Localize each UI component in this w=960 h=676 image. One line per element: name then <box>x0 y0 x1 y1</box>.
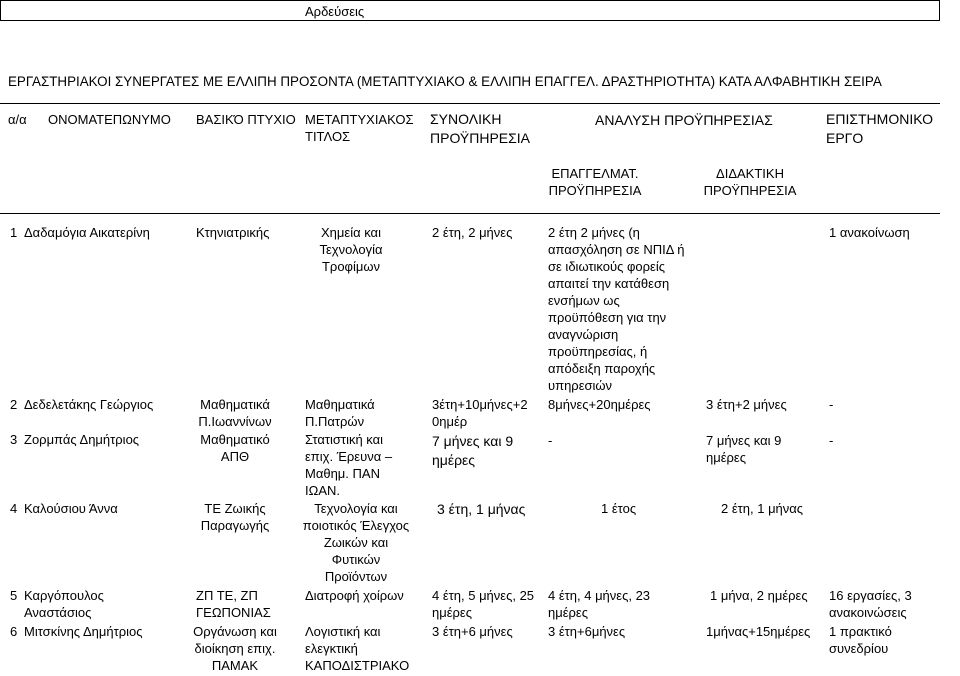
row-4-name: Καλούσιου Άννα <box>24 501 118 516</box>
page-title: ΕΡΓΑΣΤΗΡΙΑΚΟΙ ΣΥΝΕΡΓΑΤΕΣ ΜΕ ΕΛΛΙΠΗ ΠΡΟΣΟΝΤΑ (ΜΕΤΑΠΤΥΧΙΑΚΟ & ΕΛΛΙΠΗ ΕΠΑΓΓΕΛ. ΔΡΑΣΤΗΡΙΟΤΗΤΑ) ΚΑΤΑ ΑΛΦΑΒΗΤΙΚΗ ΣΕΙΡΑ <box>8 74 882 89</box>
row-1-research: 1 ανακοίνωση <box>829 225 910 240</box>
row-3-research: - <box>829 433 834 448</box>
row-1-aa: 1 <box>10 225 18 240</box>
header-aa: α/α <box>8 112 27 127</box>
row-2-degree: Μαθηματικά Π.Ιωαννίνων <box>198 397 272 429</box>
row-5-total: 4 έτη, 5 μήνες, 25 ημέρες <box>432 588 535 620</box>
row-5-research: 16 εργασίες, 3 ανακοινώσεις <box>829 588 912 620</box>
row-6-name: Μιτσκίνης Δημήτριος <box>24 624 143 639</box>
row-6-degree: Οργάνωση και διοίκηση επιχ. ΠΑΜΑΚ <box>193 624 277 673</box>
row-6-research: 1 πρακτικό συνεδρίου <box>829 624 892 656</box>
row-5-name: Καργόπουλος Αναστάσιος <box>24 588 104 620</box>
row-4-master: Τεχνολογία και ποιοτικός Έλεγχος Ζωικών και Φυτικών Προϊόντων <box>302 501 410 584</box>
row-6-total: 3 έτη+6 μήνες <box>432 624 513 639</box>
row-1-master: Χημεία και Τεχνολογία Τροφίμων <box>319 225 383 274</box>
row-4-aa: 4 <box>10 501 18 516</box>
row-1-total: 2 έτη, 2 μήνες <box>432 225 513 240</box>
row-5-aa: 5 <box>10 588 18 603</box>
row-1-professional: 2 έτη 2 μήνες (η απασχόληση σε ΝΠΙΔ ή σε ιδιωτικούς φορείς απαιτεί την κατάθεση ενσήμων ως προϋπόθεση για την αναγνώριση προϋπηρεσίας, ή απόδειξη παροχής υπηρεσιών <box>548 225 685 393</box>
row-1-name: Δαδαμόγια Αικατερίνη <box>24 225 150 240</box>
row-5-master: Διατροφή χοίρων <box>305 588 404 603</box>
row-2-research: - <box>829 397 834 412</box>
header-professional: ΕΠΑΓΓΕΛΜΑΤ. ΠΡΟΫΠΗΡΕΣΙΑ <box>548 166 642 198</box>
row-2-teaching: 3 έτη+2 μήνες <box>706 397 787 412</box>
top-cell-text: Αρδεύσεις <box>305 4 365 19</box>
header-name: ΟΝΟΜΑΤΕΠΩΝΥΜΟ <box>48 112 171 127</box>
header-teaching: ΔΙΔΑΚΤΙΚΗ ΠΡΟΫΠΗΡΕΣΙΑ <box>703 166 797 198</box>
row-3-master: Στατιστική και επιχ. Έρευνα – Μαθημ. ΠΑΝ ΙΩΑΝ. <box>305 432 393 498</box>
row-2-name: Δεδελετάκης Γεώργιος <box>24 397 154 412</box>
row-4-degree: ΤΕ Ζωικής Παραγωγής <box>200 501 270 533</box>
row-3-degree: Μαθηματικό ΑΠΘ <box>200 432 270 464</box>
row-5-professional: 4 έτη, 4 μήνες, 23 ημέρες <box>548 588 651 620</box>
row-6-teaching: 1μήνας+15ημέρες <box>706 624 811 639</box>
row-3-total: 7 μήνες και 9 ημέρες <box>432 433 514 468</box>
row-3-name: Ζορμπάς Δημήτριος <box>24 432 140 447</box>
row-4-teaching: 2 έτη, 1 μήνας <box>721 501 804 516</box>
row-1-degree: Κτηνιατρικής <box>196 225 270 240</box>
row-4-total: 3 έτη, 1 μήνας <box>437 501 526 517</box>
header-degree: ΒΑΣΙΚΌ ΠΤΥΧΙΟ <box>196 112 296 127</box>
row-5-degree: ΖΠ ΤΕ, ΖΠ ΓΕΩΠΟΝΙΑΣ <box>196 588 271 620</box>
header-research: ΕΠΙΣΤΗΜΟΝΙΚΟ ΕΡΓΟ <box>826 111 934 146</box>
row-2-total: 3έτη+10μήνες+2 0ημέρ <box>432 397 528 429</box>
row-3-teaching: 7 μήνες και 9 ημέρες <box>706 433 782 465</box>
header-analysis: ΑΝΑΛΥΣΗ ΠΡΟΫΠΗΡΕΣΙΑΣ <box>595 112 773 128</box>
row-3-professional: - <box>548 433 553 448</box>
row-5-teaching: 1 μήνα, 2 ημέρες <box>710 588 808 603</box>
header-total: ΣΥΝΟΛΙΚΗ ΠΡΟΫΠΗΡΕΣΙΑ <box>430 111 531 146</box>
row-6-master: Λογιστική και ελεγκτική ΚΑΠΟΔΙΣΤΡΙΑΚΟ <box>305 624 410 673</box>
row-2-professional: 8μήνες+20ημέρες <box>548 397 651 412</box>
row-6-aa: 6 <box>10 624 18 639</box>
header-master: ΜΕΤΑΠΤΥΧΙΑΚΟΣ ΤΙΤΛΟΣ <box>305 112 414 144</box>
row-3-aa: 3 <box>10 432 18 447</box>
row-4-professional: 1 έτος <box>601 501 637 516</box>
row-2-aa: 2 <box>10 397 18 412</box>
row-2-master: Μαθηματικά Π.Πατρών <box>305 397 375 429</box>
row-6-professional: 3 έτη+6μήνες <box>548 624 626 639</box>
